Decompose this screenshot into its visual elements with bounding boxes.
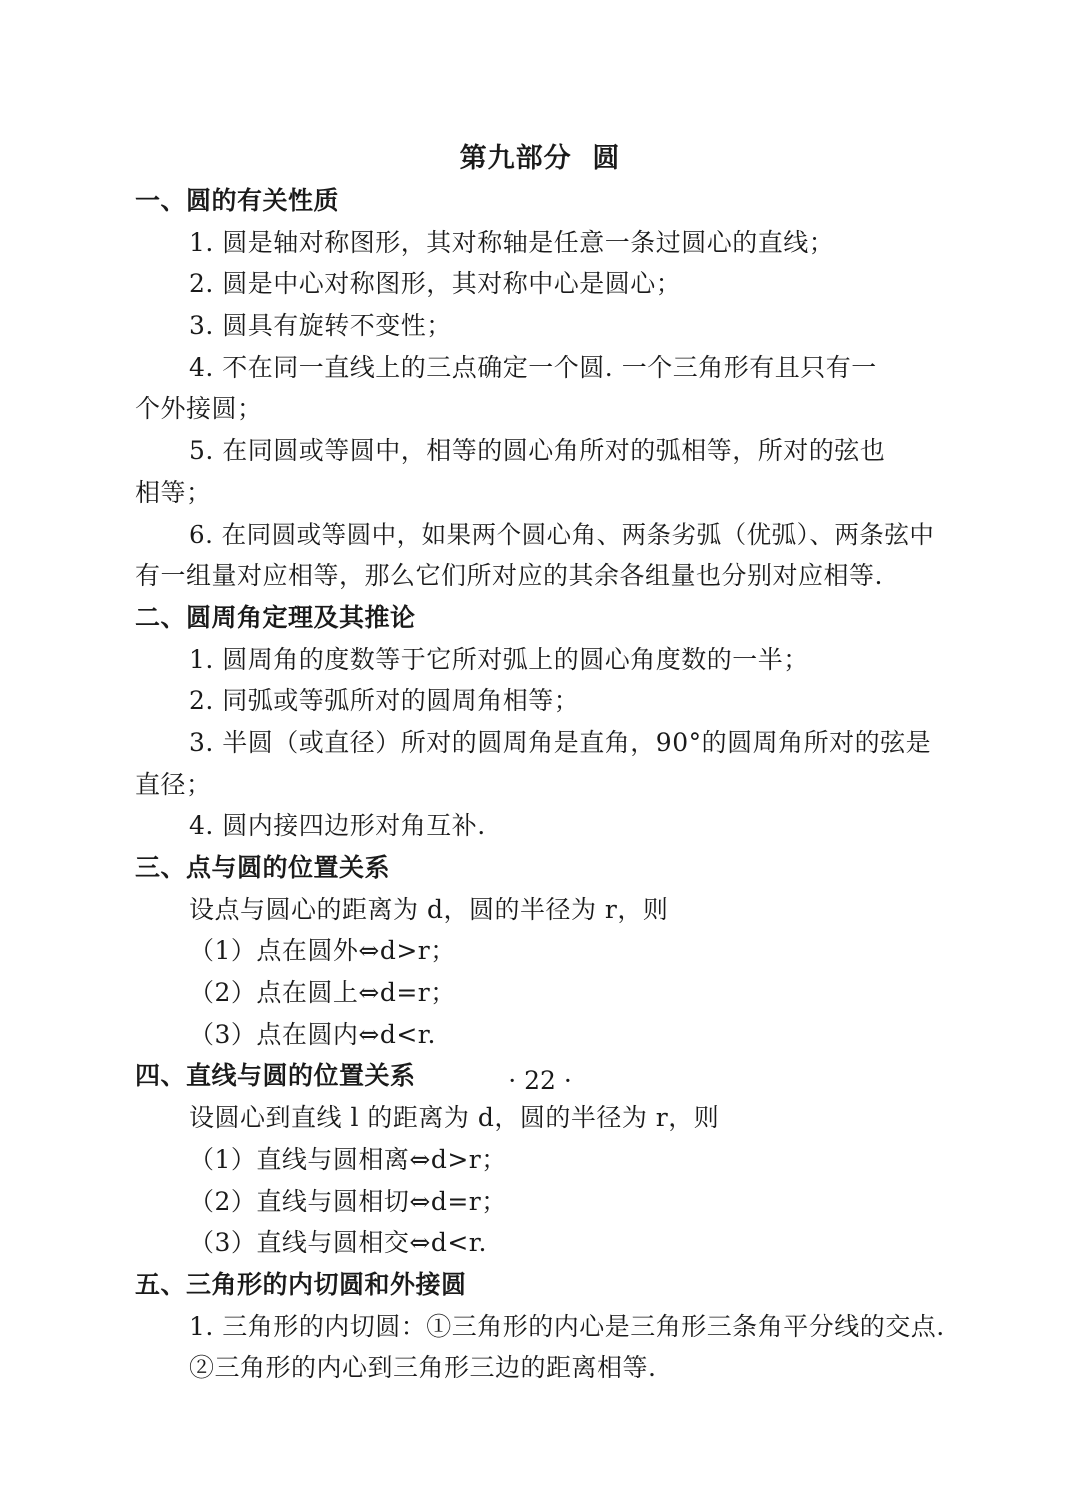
text-line: 6. 在同圆或等圆中，如果两个圆心角、两条劣弧（优弧）、两条弦中 — [189, 519, 935, 549]
text-line: 3. 圆具有旋转不变性； — [189, 311, 452, 341]
text-line: 1. 圆是轴对称图形，其对称轴是任意一条过圆心的直线； — [189, 227, 835, 257]
text-line: （2）点在圆上⇔d=r； — [189, 978, 456, 1008]
text-line: 4. 圆内接四边形对角互补. — [189, 811, 486, 841]
text-line: （2）直线与圆相切⇔d=r； — [189, 1186, 507, 1216]
text-line: ②三角形的内心到三角形三边的距离相等. — [189, 1353, 657, 1383]
text-line: 个外接圆； — [135, 394, 263, 424]
page-title: 第九部分 圆 — [459, 143, 621, 174]
section-heading: 二、圆周角定理及其推论 — [135, 602, 416, 632]
page-number: · 22 · — [508, 1066, 572, 1095]
text-line: （1）直线与圆相离⇔d>r； — [189, 1144, 507, 1174]
text-line: 相等； — [135, 477, 212, 507]
text-line: 1. 三角形的内切圆：①三角形的内心是三角形三条角平分线的交点. — [189, 1311, 945, 1341]
text-line: 2. 圆是中心对称图形，其对称中心是圆心； — [189, 269, 682, 299]
text-line: 4. 不在同一直线上的三点确定一个圆. 一个三角形有且只有一 — [189, 352, 877, 382]
text-line: （3）点在圆内⇔d<r. — [189, 1019, 436, 1049]
text-line: 有一组量对应相等，那么它们所对应的其余各组量也分别对应相等. — [135, 561, 883, 591]
text-line: 3. 半圆（或直径）所对的圆周角是直角，90°的圆周角所对的弦是 — [189, 727, 932, 757]
section-heading: 三、点与圆的位置关系 — [135, 853, 391, 882]
content-body — [135, 180, 945, 1389]
section-heading: 五、三角形的内切圆和外接圆 — [135, 1269, 467, 1299]
text-line: （1）点在圆外⇔d>r； — [189, 936, 456, 966]
section-heading: 一、圆的有关性质 — [135, 186, 340, 215]
text-line: 2. 同弧或等弧所对的圆周角相等； — [189, 686, 580, 716]
text-line: 5. 在同圆或等圆中，相等的圆心角所对的弧相等，所对的弦也 — [189, 436, 886, 466]
section-heading: 四、直线与圆的位置关系 — [135, 1061, 416, 1091]
text-line: 直径； — [135, 769, 212, 799]
text-line: 设圆心到直线 l 的距离为 d，圆的半径为 r，则 — [189, 1103, 720, 1133]
text-line: 1. 圆周角的度数等于它所对弧上的圆心角度数的一半； — [189, 644, 809, 674]
text-line: （3）直线与圆相交⇔d<r. — [189, 1228, 487, 1258]
text-line: 设点与圆心的距离为 d，圆的半径为 r，则 — [189, 894, 669, 924]
